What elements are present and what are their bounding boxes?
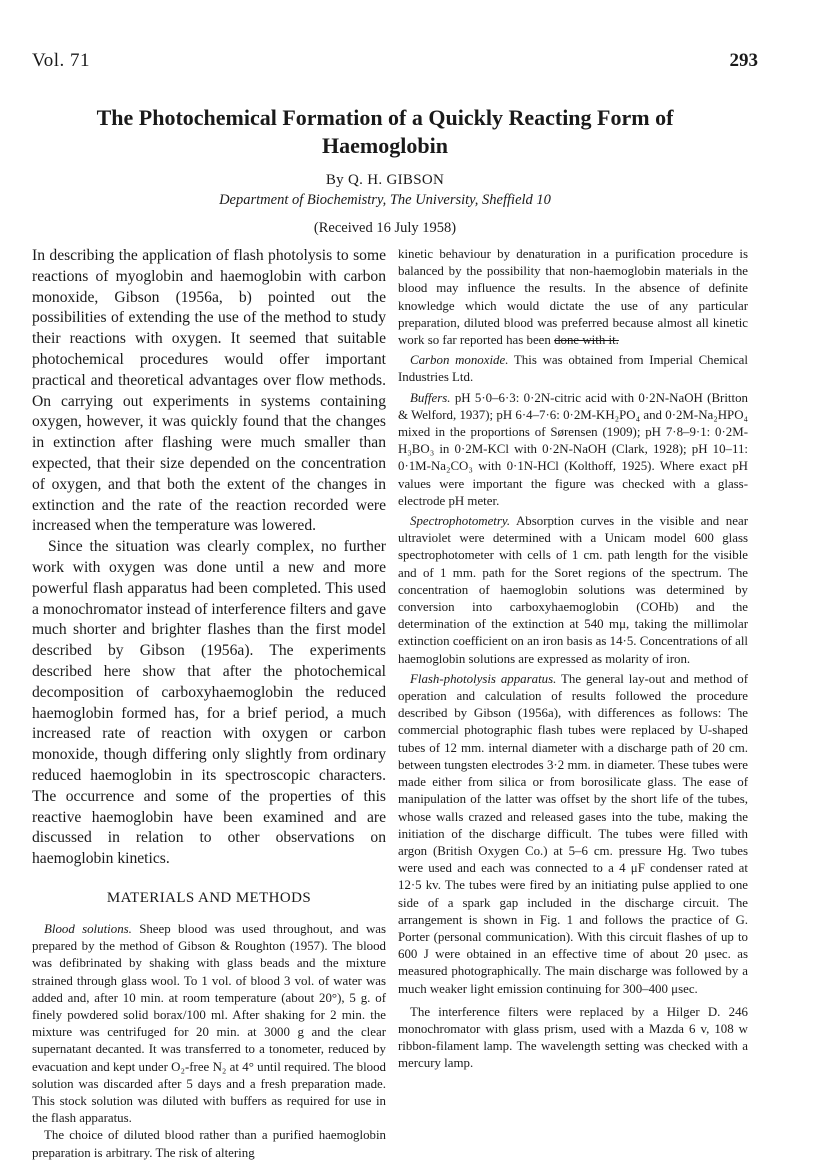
buffers-heading: Buffers. [410,390,451,405]
intro-paragraph-2: Since the situation was clearly complex, no further work with oxygen was done until a new and more powerful flash apparatus had been completed. This used a monochromator instead of interference filters and gave much shorter and brighter flashes than the first model described by Gibson (1956a). The experiments described here show that after the photochemical decomposition of carboxyhaemoglobin the reduced haemoglobin formed has, for a brief period, a much increased rate of reaction with oxygen or carbon monoxide, though differing only slightly from ordinary reduced haemoglobin in its spectroscopic characters. The occurrence and some of the properties of this reactive haemoglobin have been examined and are discussed in relation to other observations on haemoglobin kinetics. [32,538,386,868]
blood-solutions-paragraph [32,921,386,1127]
author-line: By Q. H. GIBSON [325,172,445,188]
carbon-monoxide-heading: Carbon monoxide. [410,353,509,368]
article-title: The Photochemical Formation of a Quickly Reacting Form of Haemoglobin [96,105,674,158]
section-heading: MATERIALS AND METHODS [106,889,312,906]
left-column [32,246,386,1162]
continued-text: kinetic behaviour by denaturation in a purification procedure is balanced by the possibility that non-haemoglobin materials in the blood may influence the results. In the absence of definite knowledge which would dictate the use of any particular preparation, diluted blood was preferred because almost all kinetic work so far reported has been [398,247,748,348]
struck-text: done with it. [554,333,619,348]
intro-paragraph-1: In describing the application of flash photolysis to some reactions of myoglobin and haemoglobin with carbon monoxide, Gibson (1956a, b) pointed out the possibilities of extending the use of the method to study their reactions with oxygen. It seemed that suitable photochemical procedures would offer important practical and theoretical advantages over flow methods. On carrying out experiments in systems containing oxygen, however, it was quickly found that the changes in extinction after flashing were much smaller than expected, that their size depended on the concentration of oxygen, and that both the extent of the changes in extinction and the rate of the reaction recorded were increased when the temperature was lowered. [32,247,386,535]
spectrophotometry-heading: Spectrophotometry. [410,514,511,529]
buffers-paragraph [398,390,748,510]
carbon-monoxide-paragraph [398,352,748,386]
flash-apparatus-heading: Flash-photolysis apparatus. [410,671,557,686]
section-separator [32,870,386,890]
flash-apparatus-paragraph [398,671,748,998]
buffers-text: pH 5·0–6·3: 0·2N-citric acid with 0·2N-NaOH (Britton & Welford, 1937); pH 6·4–7·6: 0·2M-KH₂PO₄ and 0·2M-Na₂HPO₄ mixed in the proportions of Sørensen (1909); pH 7·8–9·1: 0·2M-H₃BO₃ in 0·2M-KCl with 0·2N-NaOH (Clark, 1928); pH 10–11: 0·1M-Na₂CO₃ with 0·1N-HCl (Kolthoff, 1925). Where exact pH values were important the figure was checked with a glass-electrode pH meter. [398,390,748,508]
received-date: (Received 16 July 1958) [313,220,457,236]
flash-apparatus-text: The general lay-out and method of operation and calculation of results followed the procedure described by Gibson (1956a), with differences as follows: The commercial photographic flash tubes were replaced by U-shaped tubes of 12 mm. internal diameter with a discharge path of 20 cm. between tungsten electrodes 3·2 mm. in diameter. These tubes were made either from silica or from borosilicate glass. The ease of manipulation of the latter was offset by the short life of the tubes, whose walls crazed and released gases into the tube, making the initiation of the discharge difficult. The tubes were filled with argon (British Oxygen Co.) at 5–6 cm. pressure Hg. Two tubes were used and each was connected to a 4 μF condenser rated at 12·5 kv. The tubes were fired by an initiating pulse applied to one side of a spark gap included in the discharge circuit. The arrangement is shown in Fig. 1 and follows the practice of G. Porter (personal communication). With this circuit flashes of up to 600 J were obtained in an effective time of about 20 μsec. as measured photographically. The main discharge was followed by a much weaker light emission continuing for 300–400 μsec. [398,671,748,996]
filters-paragraph: The interference filters were replaced by a Hilger D. 246 monochromator with glass prism, used with a Mazda 6 v, 108 w ribbon-filament lamp. The wavelength setting was checked with a mercury lamp. [398,1004,748,1071]
volume-label: Vol. 71 [32,50,91,71]
choice-paragraph: The choice of diluted blood rather than a purified haemoglobin preparation is arbitrary. The risk of altering [32,1128,386,1160]
affiliation: Department of Biochemistry, The University, Sheffield 10 [219,192,551,208]
blood-solutions-text: Sheep blood was used throughout, and was prepared by the method of Gibson & Roughton (1957). The blood was defibrinated by shaking with glass beads and the mixture strained through glass wool. To 1 vol. of blood 3 vol. of water was added and, after 10 min. at room temperature (about 20°), 5 g. of finely powdered solid borax/100 ml. After shaking for 2 min. the mixture was centrifuged for 20 min. at 3000 g and the clear supernatant decanted. It was transferred to a tonometer, reduced by evacuation and kept under O₂-free N₂ at 4° until required. The blood solution was discarded after 5 days and a fresh preparation made. This stock solution was diluted with buffers as required for use in the flash apparatus. [32,921,387,1126]
carbon-monoxide-text: This was obtained from Imperial Chemical Industries Ltd. [398,353,748,385]
spectrophotometry-text: Absorption curves in the visible and near ultraviolet were determined with a Unicam model 600 glass spectrophotometer with cells of 1 cm. path length for the visible and of 1 mm. path for the Soret regions of the spectrum. The concentration of haemoglobin solutions was determined by conversion into carboxyhaemoglobin (COHb) and the determination of the extinction at 540 mμ, taking the millimolar extinction coefficient on an iron basis as 14·5. Concentrations of all haemoglobin solutions are expressed as molarity of iron. [398,514,748,666]
blood-solutions-heading: Blood solutions. [44,921,132,936]
page-number: 293 [729,50,758,71]
right-column [398,246,748,1073]
spectrophotometry-paragraph [398,513,748,668]
continued-paragraph [398,246,748,349]
